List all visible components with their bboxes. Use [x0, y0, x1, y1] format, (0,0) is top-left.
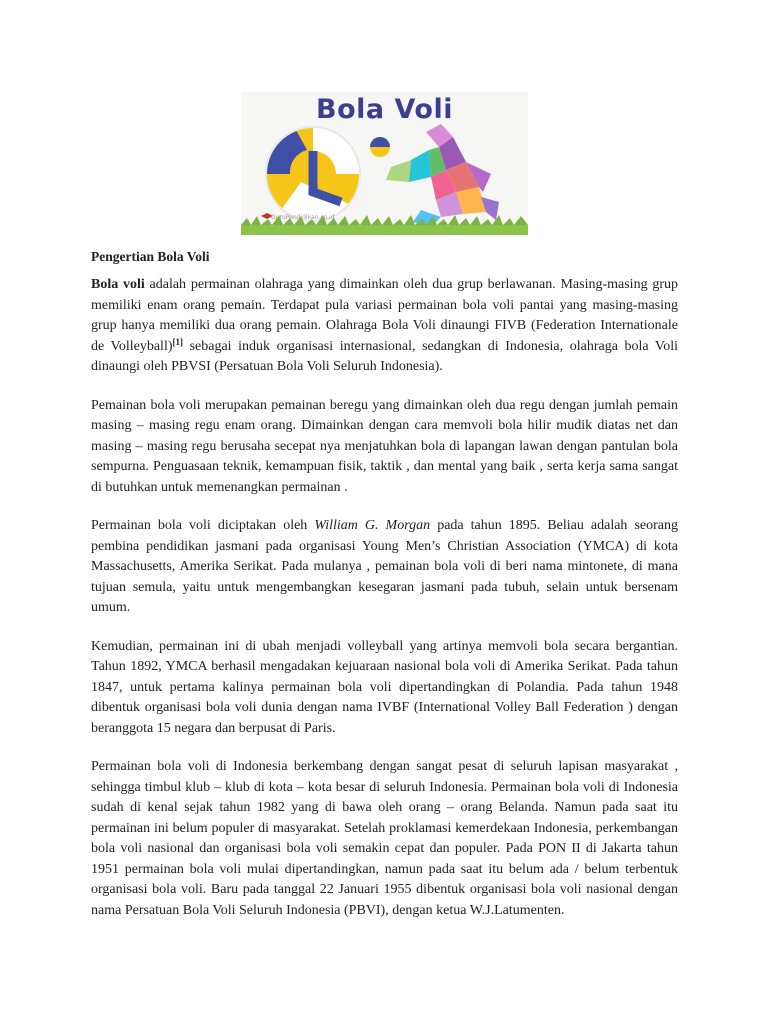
paragraph-1 — [91, 275, 678, 378]
section-heading: Pengertian Bola Voli — [91, 249, 210, 264]
paragraph-1-text-b: sebagai induk organisasi internasional, sedangkan di Indonesia, olahraga bola Voli dinaungi oleh PBVSI (Persatuan Bola Voli Seluruh Indonesia). — [91, 338, 678, 374]
paragraph-4: Kemudian, permainan ini di ubah menjadi volleyball yang artinya memvoli bola secara bergantian. Tahun 1892, YMCA berhasil mengadakan kejuaraan nasional bola voli di Amerika Serikat. Pada tahun 1847, untuk pertama kalinya permainan bola voli dipertandingkan di Polandia. Pada tahun 1948 dibentuk organisasi bola voli dunia dengan nama IVBF (International Volley Ball Federation ) dengan beranggota 15 negara dan berpusat di Paris. — [91, 638, 678, 736]
paragraph-3-text-b: pada tahun 1895. Beliau adalah seorang pembina pendidikan jasmani pada organisasi Young Men’s Christian Association (YMCA) di kota Massachusetts, Amerika Serikat. Pada mulanya , pemainan bola voli di beri nama mintonete, di mana tujuan semula, yaitu untuk mengembangkan kesegaran jasmani pada tubuh, selain untuk bersenam umum. — [91, 518, 678, 615]
paragraph-3-text-a: Permainan bola voli diciptakan oleh — [91, 518, 315, 533]
player-silhouette-icon — [386, 124, 499, 227]
paragraph-1-text-a: adalah permainan olahraga yang dimainkan oleh dua grup berlawanan. Masing-masing grup memiliki enam orang pemain. Terdapat pula variasi permainan bola voli pantai yang masing-masing grup hanya memiliki dua orang pemain. Olahraga Bola Voli dinaungi FIVB (Federation Internationale de Volleyball) — [91, 277, 678, 354]
banner-credit: GuruPendidikan.co.id — [271, 214, 335, 221]
term-bold: Bola voli — [91, 277, 145, 292]
person-name-italic: William G. Morgan — [314, 518, 431, 533]
paragraph-2: Pemainan bola voli merupakan pemainan beregu yang dimainkan oleh dua regu dengan jumlah pemain masing – masing regu enam orang. Dimainkan dengan cara memvoli bola hilir mudik diatas net dan masing – masing regu berusaha secepat nya menjatuhkan bola di lapangan lawan dengan pantulan bola sempurna. Penguasaan teknik, kemampuan fisik, taktik , dan mental yang baik , serta kerja sama sangat di butuhkan untuk memenangkan permainan . — [91, 397, 678, 495]
volleyball-icon — [266, 127, 360, 222]
paragraph-5: Permainan bola voli di Indonesia berkembang dengan sangat pesat di seluruh lapisan masyarakat , sehingga timbul klub – klub di kota – kota besar di seluruh Indonesia. Permainan bola voli di Indonesia sudah di kenal sejak tahun 1982 yang di bawa oleh orang – orang Belanda. Namun pada saat itu permainan ini belum populer di masyarakat. Setelah proklamasi kemerdekaan Indonesia, perkembangan bola voli nasional dan organisasi bola voli semakin cepat dan populer. Pada PON II di Jakarta tahun 1951 permainan bola voli mulai dipertandingkan, namun pada saat itu belum ada / belum terbentuk organisasi bola voli. Baru pada tanggal 22 Januari 1955 dibentuk organisasi bola voli nasional dengan nama Persatuan Bola Voli Seluruh Indonesia (PBVI), dengan ketua W.J.Latumenten. — [91, 759, 678, 918]
small-ball-icon — [370, 137, 390, 157]
document-page — [91, 92, 678, 921]
banner-title: Bola Voli — [316, 94, 453, 125]
paragraph-3 — [91, 516, 678, 619]
banner-image — [241, 92, 528, 235]
footnote-ref[interactable]: [1] — [172, 336, 183, 347]
